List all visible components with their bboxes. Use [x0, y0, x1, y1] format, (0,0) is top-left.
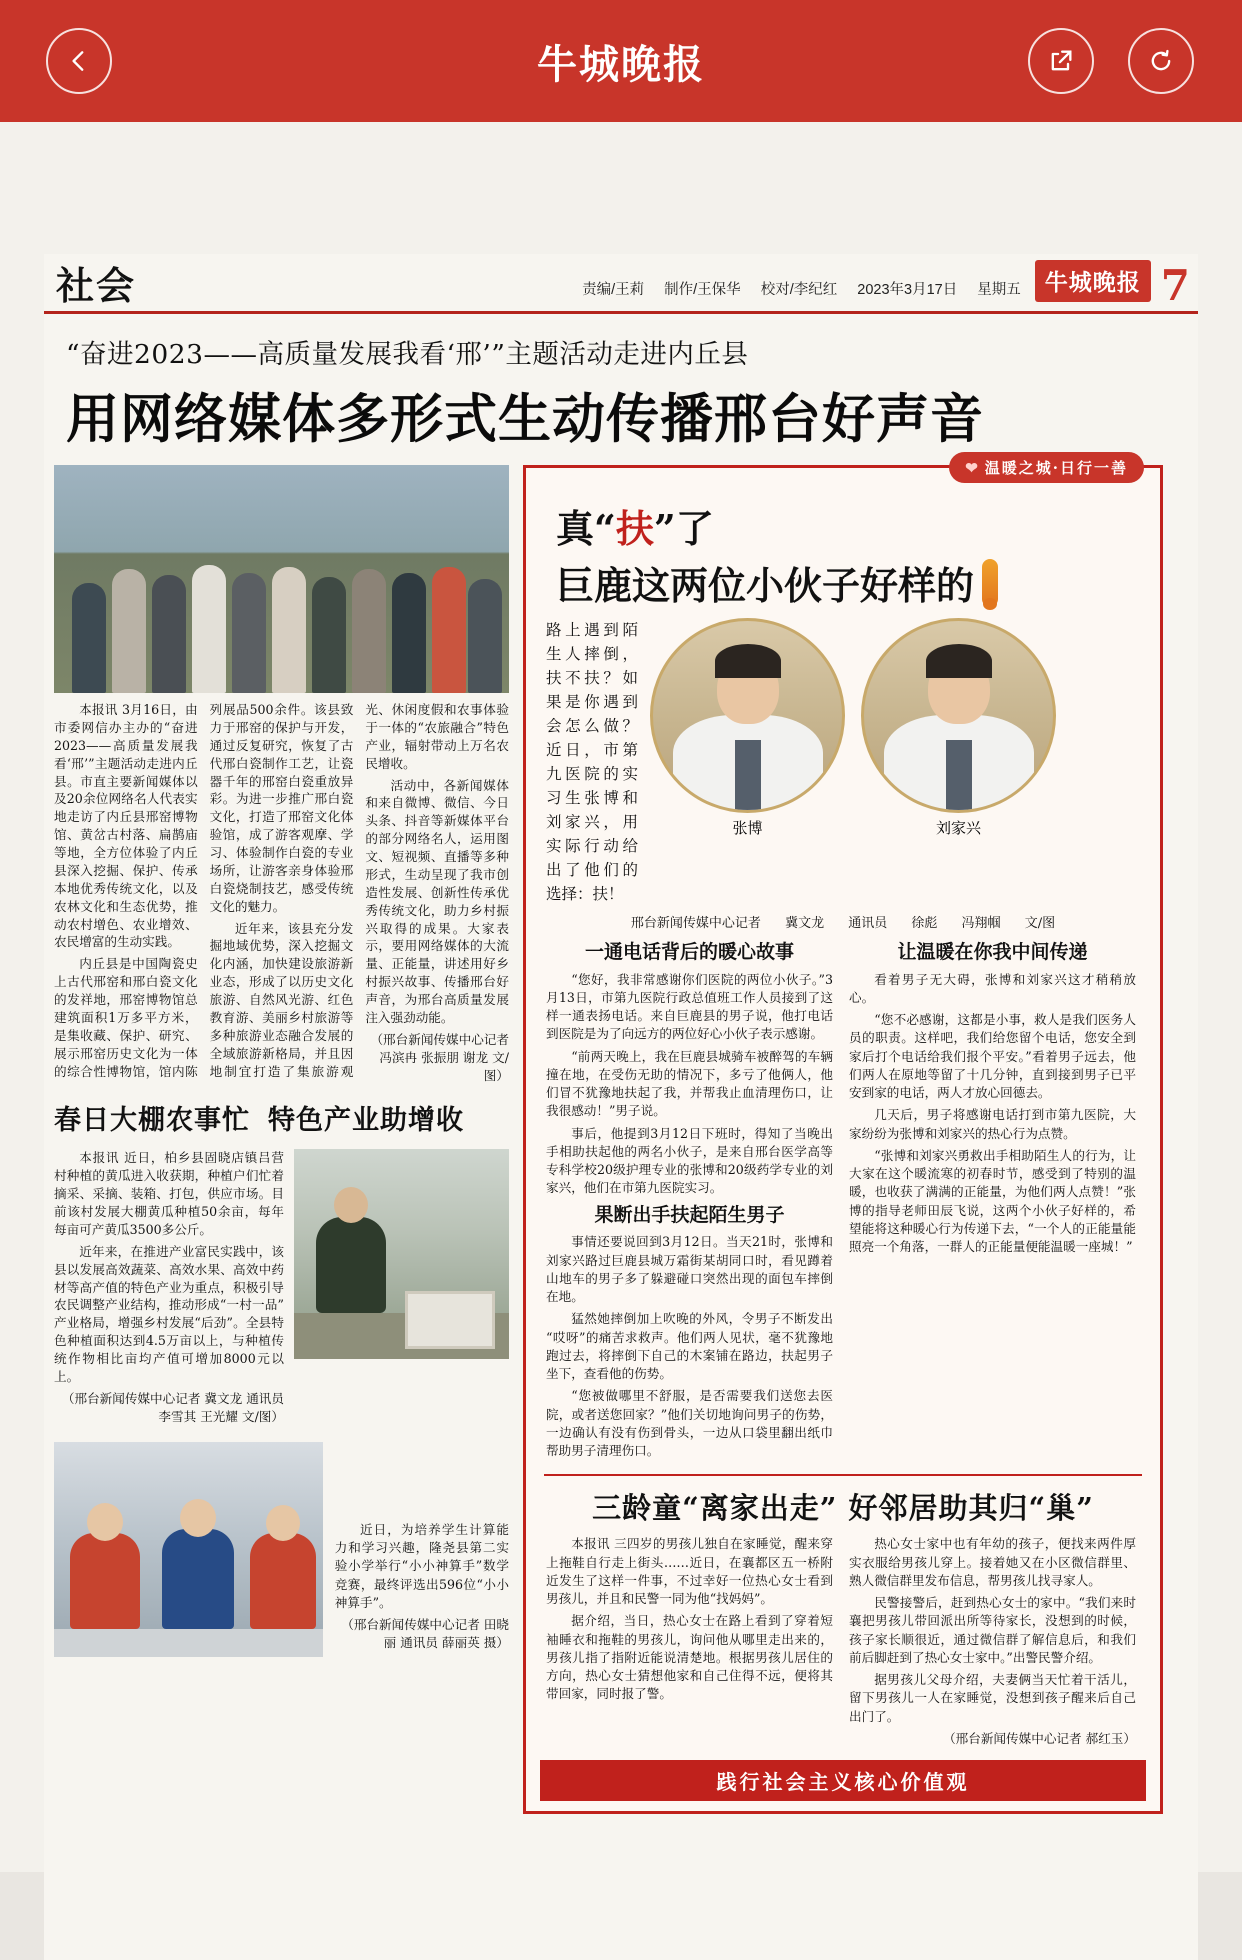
feature-paragraph: 事后，他提到3月12日下班时，得知了当晚出手相助扶起他的两名小伙子，是来自邢台医学高等专科学校20级护理专业的张博和20级药学专业的刘家兴，他们在市第九医院实习。 — [546, 1125, 833, 1196]
portrait-hair — [926, 644, 992, 678]
app-bar — [0, 0, 1242, 122]
feature-box — [523, 459, 1163, 1814]
paper-sheet — [44, 254, 1198, 1960]
credit-part: 通讯员 — [848, 916, 888, 932]
lead-paragraph: 本报讯 3月16日，由市委网信办主办的“奋进2023——高质量发展我看‘邢’”主题活动走进内丘县。市直主要新闻媒体以及20余位网络名人代表实地走访了内丘县邢窑博物馆、黄岔古村落、扁鹊庙等地，全方位体验了内丘县深入挖掘、保护、传承本地优秀传统文化，以及农林文化和生态优势，推动农村增色、农业增效、农民增富的生动实践。 — [54, 702, 198, 950]
portrait-zhang-bo — [650, 618, 845, 813]
lead-paragraph: 内丘县是中国陶瓷史上古代邢窑和邢白瓷文化的发祥地，邢窑博物馆总建筑面积1万多平方米，是集收藏、保护、研究、展示邢窑历史文化为一体的综合性博物馆，馆内陈列展品500余件。该县致力于邢窑的保护与开发，通过反复研究，恢复了古代邢白瓷制作工艺，让瓷器千年的邢窑白瓷重放异彩。为进一步推广邢白瓷文化，打造了邢窑文化体验馆，成了游客观摩、学习、体验制作白瓷的专业场所，让游客亲身体验邢白瓷烧制技艺，感受传统文化的魅力。 — [54, 702, 354, 1079]
publish-weekday: 星期五 — [977, 282, 1021, 298]
back-button[interactable] — [46, 28, 112, 94]
bottom-photo-caption — [335, 1521, 509, 1657]
feature2-column-right — [849, 1535, 1136, 1752]
feature-paragraph: 猛然她摔倒加上吹晚的外风，令男子不断发出“哎呀”的痛苦求救声。他们两人见状，毫不犹豫地跑过去，将摔倒下自己的木案铺在路边，扶起男子坐下，查看他的伤势。 — [546, 1311, 833, 1382]
feature-columns-2 — [540, 1535, 1146, 1752]
feature-paragraph: “张博和刘家兴勇救出手相助陌生人的行为，让大家在这个暖流寒的初春时节，感受到了特别的温暖，也收获了满满的正能量，为他们两人点赞！”张博的指导老师田辰飞说，这两个小伙子好样的，希望能将这种暖心行为传递下去，“一个人的正能量能照亮一个角落，一群人的正能量便能温暖一座城！” — [849, 1147, 1136, 1255]
credit-producer: 制作/王保华 — [664, 282, 741, 298]
feature-paragraph: 几天后，男子将感谢电话打到市第九医院，大家纷纷为张博和刘家兴的热心行为点赞。 — [849, 1107, 1136, 1141]
feature-columns — [540, 939, 1146, 1464]
page-title: 牛城晚报 — [537, 42, 705, 87]
share-arrow-icon — [1047, 47, 1075, 75]
feature-column-left — [546, 939, 833, 1464]
feature-paragraph: “前两天晚上，我在巨鹿县城骑车被醉驾的车辆撞在地，在受伤无助的情况下，多亏了他俩人，他们冒不犹豫地扶起了我，并帮我止血清理伤口，让我很感动！”男子说。 — [546, 1048, 833, 1119]
main-headline: 用网络媒体多形式生动传播邢台好声音 — [66, 388, 984, 450]
portrait-name: 张博 — [732, 819, 763, 837]
left-column — [54, 465, 509, 1814]
bottom-caption-text: 近日，为培养学生计算能力和学习兴趣，隆尧县第二实验小学举行“小小神算手”数学竞赛，最终评选出596位“小小神算手”。 — [334, 1521, 509, 1610]
feature-title-line1 — [556, 498, 1146, 553]
section-title: 社会 — [56, 263, 137, 308]
secondary-paragraph: 本报讯 近日，柏乡县固晓店镇吕营村种植的黄瓜进入收获期，种植户们忙着摘采、采摘、装箱、打包，供应市场。目前该村发展大棚黄瓜种植50余亩，每年每亩可产黄瓜3500多公斤。 — [54, 1150, 284, 1237]
portrait-hair — [715, 644, 781, 678]
feature-divider — [544, 1474, 1142, 1476]
feature-ribbon — [949, 452, 1144, 483]
feature-subhead-2: 果断出手扶起陌生男子 — [594, 1203, 785, 1226]
newspaper-page — [0, 122, 1242, 1872]
secondary-headline-b: 特色产业助增收 — [268, 1105, 464, 1137]
lead-article-text — [54, 701, 509, 1084]
lead-paragraph: 近年来，该县充分发掘地域优势，深入挖掘文化内涵，加快建设旅游新业态，形成了以历史文化旅游、自然风光游、红色教育游、美丽乡村旅游等多种旅游业态融合发展的全域旅游新格局，并且因地制宜打造了集旅游观光、休闲度假和农事体验于一体的“农旅融合”特色产业，辐射带动上万名农民增收。 — [209, 702, 509, 1079]
feature-paragraph: 看着男子无大碍，张博和刘家兴这才稍稍放心。 — [849, 971, 1136, 1005]
feature-top — [540, 618, 1146, 906]
feature-title-line2: 巨鹿这两位小伙子好样的 — [556, 563, 975, 608]
feature2-paragraph: 热心女士家中也有年幼的孩子，便找来两件厚实衣服给男孩儿穿上。接着她又在小区微信群里、熟人微信群里发布信息，帮男孩儿找寻家人。 — [849, 1536, 1136, 1588]
feature-title-line2-row — [556, 555, 1146, 610]
feature2-paragraph: 据男孩儿父母介绍，夫妻俩当天忙着干活儿，留下男孩儿一人在家睡觉，没想到孩子醒来后自己出门了。 — [849, 1672, 1136, 1724]
feature2-byline: （邢台新闻传媒中心记者 郝红玉） — [943, 1730, 1136, 1746]
masthead-credits — [136, 278, 1035, 305]
secondary-article-text — [54, 1149, 284, 1429]
portrait-liu-jiaxing — [861, 618, 1056, 813]
credit-part: 冯翔帼 — [961, 916, 1001, 932]
feature-paragraph: “您好，我非常感谢你们医院的两位小伙子。”3月13日，市第九医院行政总值班工作人员接到了这样一通表扬电话。来自巨鹿县的男子说，他打电话到医院是为了向远方的两位好心小伙子表示感谢。 — [546, 971, 833, 1042]
feature2-paragraph: 本报讯 三四岁的男孩儿独自在家睡觉，醒来穿上拖鞋自行走上街头……近日，在襄都区五一桥附近发生了这样一件事，不过幸好一位热心女士看到男孩儿，并且和民警一同为他“找妈妈”。 — [546, 1536, 833, 1607]
students-abacus-photo — [54, 1442, 323, 1657]
lead-paragraph: 活动中，各新闻媒体和来自微博、微信、今日头条、抖音等新媒体平台的部分网络名人，运用图文、短视频、直播等多种形式，生动呈现了我市创造性发展、创新性传承优秀传统文化，助力乡村振兴取得的成果。大家表示，要用网络媒体的大流量、正能量，讲述用好乡村振兴故事、传播邢台好声音，为邢台高质量发展注入强劲动能。 — [365, 777, 509, 1025]
bottom-article — [54, 1442, 509, 1657]
feature-title-highlight: 扶 — [615, 506, 654, 551]
ribbon-label: 温暖之城·日行一善 — [984, 459, 1128, 477]
feature-title-pre: 真“ — [556, 506, 616, 551]
news-photo-visit — [54, 465, 509, 693]
share-button[interactable] — [1028, 28, 1094, 94]
feature-subhead-1: 一通电话背后的暖心故事 — [584, 941, 794, 964]
portrait-name: 刘家兴 — [935, 819, 981, 837]
body-grid — [44, 459, 1198, 1814]
publish-date: 2023年3月17日 — [857, 282, 958, 298]
bottom-caption-byline: （邢台新闻传媒中心记者 田晓丽 通讯员 薛丽英 摄） — [341, 1617, 509, 1651]
feature-lead-text: 路上遇到陌生人摔倒，扶不扶？如果是你遇到会怎么做？近日，市第九医院的实习生张博和刘家兴，用实际行动给出了他们的选择：扶！ — [546, 621, 638, 904]
secondary-article — [54, 1149, 509, 1429]
portrait-tie — [735, 740, 761, 810]
heart-icon: ❤ — [965, 459, 980, 477]
feature-title-post: ”了 — [653, 506, 714, 551]
portrait-tie — [946, 740, 972, 810]
feature-column-right — [849, 939, 1136, 1464]
lead-byline: （邢台新闻传媒中心记者 冯滨冉 张振朋 谢龙 文/图） — [370, 1031, 509, 1083]
feature-paragraph: “您不必感谢，这都是小事，救人是我们医务人员的职责。这样吧，我们给您留个电话，您安全到家后打个电话给我们报个平安。”看着男子远去，他们两人在原地等留了十几分钟，直到接到男子已平安到家的电话，两人才放心回德去。 — [849, 1012, 1136, 1101]
greenhouse-photo — [294, 1149, 509, 1359]
credit-proofreader: 校对/李纪红 — [760, 282, 838, 298]
feature-secondary-headline: 三龄童“离家出走” 好邻居助其归“巢” — [592, 1491, 1094, 1526]
right-column — [523, 459, 1163, 1814]
paper-nameplate: 牛城晚报 — [1035, 260, 1151, 302]
exclamation-mark-icon — [982, 559, 998, 607]
credit-editor: 责编/王莉 — [582, 282, 645, 298]
secondary-headline-row — [54, 1084, 509, 1143]
kicker: “奋进2023——高质量发展我看‘邢’”主题活动走进内丘县 — [66, 339, 749, 370]
credit-part: 文/图 — [1024, 916, 1056, 932]
secondary-paragraph: 近年来，在推进产业富民实践中，该县以发展高效蔬菜、高效水果、高效中药材等高产值的特色产业为重点，积极引导农民调整产业结构，推动形成“一村一品”产业格局，增强乡村发展“后劲”。全县特色种植面积达到4.5万亩以上，与种植传统作物相比亩均产值可增加8000元以上。 — [54, 1243, 284, 1384]
feature-paragraph: 事情还要说回到3月12日。当天21时，张博和刘家兴路过巨鹿县城万霜街某胡同口时，看见蹲着山地车的男子多了躲避碰口突然出现的面包车摔倒在地。 — [546, 1234, 833, 1305]
credit-part: 徐彪 — [911, 916, 938, 932]
feature-subhead-3: 让温暖在你我中间传递 — [897, 941, 1088, 964]
refresh-button[interactable] — [1128, 28, 1194, 94]
feature-paragraph: “您被做哪里不舒服，是否需要我们送您去医院，或者送您回家？”他们关切地询问男子的伤势，一边确认有没有伤到骨头，一边从口袋里翻出纸巾帮助男子清理伤口。 — [546, 1388, 833, 1459]
secondary-headline-a: 春日大棚农事忙 — [54, 1105, 250, 1137]
refresh-icon — [1147, 47, 1175, 75]
feature-photo-credit — [540, 912, 1146, 931]
credit-part: 邢台新闻传媒中心记者 — [630, 916, 761, 932]
credit-part: 冀文龙 — [785, 916, 825, 932]
page-number: 7 — [1160, 261, 1190, 311]
chevron-left-icon — [66, 48, 92, 74]
feature2-paragraph: 据介绍，当日，热心女士在路上看到了穿着短袖睡衣和拖鞋的男孩儿，询问他从哪里走出来的，男孩儿指了指附近能说清楚地。根据男孩儿居住的方向，热心女士猜想他家和自己住得不远，便将其带回家，同时报了警。 — [546, 1613, 833, 1702]
portrait-item — [650, 618, 845, 906]
portrait-item — [861, 618, 1056, 906]
secondary-byline: （邢台新闻传媒中心记者 冀文龙 通讯员 李雪其 王光耀 文/图） — [61, 1390, 284, 1424]
feature2-column-left — [546, 1535, 833, 1752]
feature-slogan: 践行社会主义核心价值观 — [540, 1760, 1146, 1801]
masthead — [44, 254, 1198, 314]
feature2-paragraph: 民警接警后，赶到热心女士的家中。“我们来时襄把男孩儿带回派出所等待家长，没想到的时候，孩子家长顺很近，通过微信群了解信息后，和我们前后脚赶到了热心女士家中。”出警民警介绍。 — [849, 1595, 1136, 1665]
feature-portraits — [650, 618, 1056, 906]
